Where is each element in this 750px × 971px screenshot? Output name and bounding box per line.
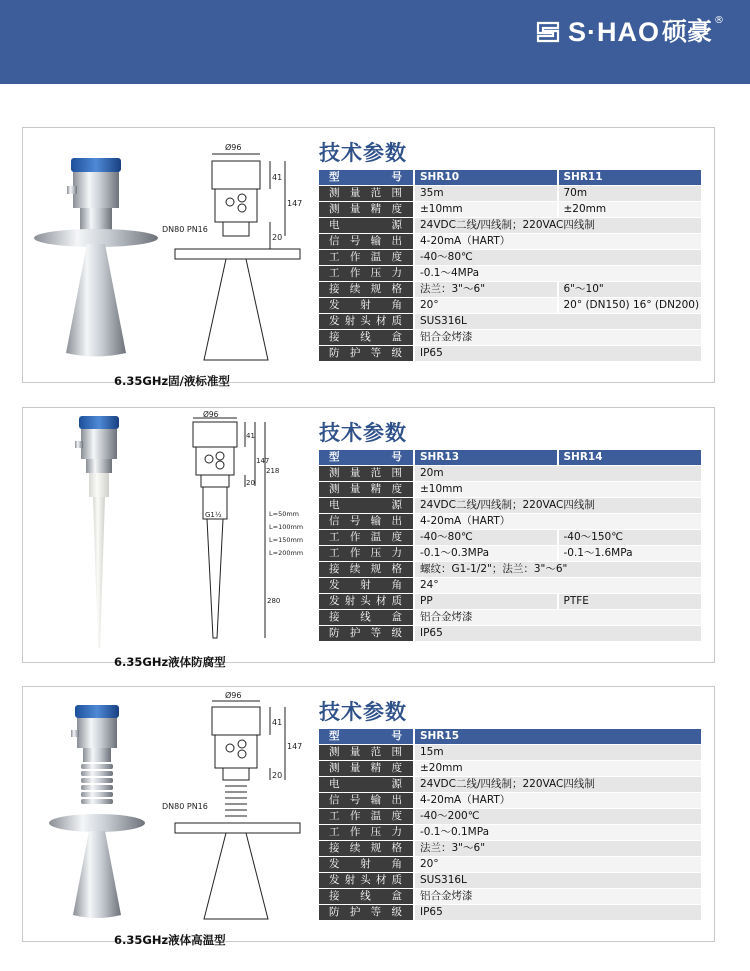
row-label: 测量精度 (319, 202, 414, 218)
row-label: 工作压力 (319, 266, 414, 282)
dim-h3: 20 (272, 771, 283, 780)
row-value: -40～200℃ (414, 809, 701, 825)
row-label: 发射角 (319, 857, 414, 873)
row-label: 发射角 (319, 298, 414, 314)
row-label: 工作温度 (319, 530, 414, 546)
length-option: L=100mm (269, 523, 304, 531)
product-caption: 6.35GHz固/液标准型 (114, 374, 230, 388)
registered-mark: ® (714, 14, 724, 26)
table-row (319, 330, 701, 346)
table-row (319, 841, 701, 857)
table-row (319, 530, 701, 546)
row-label: 接线盒 (319, 330, 414, 346)
row-value: ±20mm (414, 761, 701, 777)
row-value: 24VDC二线/四线制；220VAC四线制 (414, 777, 701, 793)
row-value: SUS316L (414, 873, 701, 889)
table-row (319, 202, 701, 218)
product-drawing (23, 687, 318, 941)
row-value: 24VDC二线/四线制；220VAC四线制 (414, 498, 701, 514)
spec-table (319, 729, 701, 921)
model-col-2: SHR11 (558, 170, 702, 186)
row-label: 接续规格 (319, 841, 414, 857)
row-value: 20° (414, 298, 558, 314)
row-label: 测量范围 (319, 745, 414, 761)
row-value: 铝合金烤漆 (414, 610, 701, 626)
table-row (319, 282, 701, 298)
row-value: 6"～10" (558, 282, 702, 298)
row-label: 发射角 (319, 578, 414, 594)
row-label: 接续规格 (319, 562, 414, 578)
dim-length: 280 (267, 597, 281, 605)
s-logo-icon (534, 17, 564, 47)
spec-title: 技术参数 (319, 700, 407, 724)
row-value: -0.1～1.6MPa (558, 546, 702, 562)
table-row (319, 905, 701, 921)
row-value: SUS316L (414, 314, 701, 330)
row-value: -40～80℃ (414, 530, 558, 546)
dim-h1: 41 (272, 718, 283, 727)
row-value: 20° (414, 857, 701, 873)
row-label: 测量范围 (319, 186, 414, 202)
flange-label: DN80 PN16 (162, 225, 208, 234)
spec-title: 技术参数 (319, 421, 407, 445)
product-panel-high-temp (22, 686, 715, 947)
table-row (319, 498, 701, 514)
row-value: PP (414, 594, 558, 610)
model-col-2: SHR14 (558, 450, 702, 466)
row-value: 24° (414, 578, 701, 594)
row-label: 防护等级 (319, 346, 414, 362)
product-caption: 6.35GHz液体高温型 (114, 933, 226, 947)
table-row (319, 298, 701, 314)
dim-diameter: Ø96 (225, 143, 242, 152)
row-value: 20° (DN150) 16° (DN200) (558, 298, 702, 314)
spec-title: 技术参数 (319, 141, 407, 165)
row-label: 测量精度 (319, 761, 414, 777)
dim-h4: 20 (246, 479, 255, 487)
length-option: L=150mm (269, 536, 304, 544)
row-label: 电源 (319, 777, 414, 793)
row-label: 信号输出 (319, 793, 414, 809)
flange-label: DN80 PN16 (162, 802, 208, 811)
row-value: ±20mm (558, 202, 702, 218)
row-label: 电源 (319, 218, 414, 234)
row-label: 接线盒 (319, 889, 414, 905)
table-row (319, 777, 701, 793)
dim-h3: 20 (272, 233, 283, 242)
table-row (319, 234, 701, 250)
dim-h1: 41 (272, 173, 283, 182)
dim-diameter: Ø96 (203, 410, 219, 419)
table-row (319, 466, 701, 482)
table-header-row (319, 450, 701, 466)
model-col-1: SHR10 (414, 170, 558, 186)
row-value: 4-20mA（HART） (414, 793, 701, 809)
model-label: 型号 (319, 450, 414, 466)
brand-logo (534, 14, 724, 50)
header-bar (0, 0, 750, 84)
row-value: ±10mm (414, 202, 558, 218)
table-row (319, 346, 701, 362)
table-row (319, 793, 701, 809)
table-row (319, 250, 701, 266)
row-label: 接线盒 (319, 610, 414, 626)
dim-h3: 218 (266, 467, 280, 475)
row-value: -40～150℃ (558, 530, 702, 546)
row-value: 铝合金烤漆 (414, 889, 701, 905)
row-value: 铝合金烤漆 (414, 330, 701, 346)
row-label: 测量范围 (319, 466, 414, 482)
row-label: 发射头材质 (319, 873, 414, 889)
row-label: 工作温度 (319, 250, 414, 266)
row-value: 20m (414, 466, 701, 482)
row-value: -0.1～4MPa (414, 266, 701, 282)
table-header-row (319, 170, 701, 186)
row-value: 4-20mA（HART） (414, 234, 701, 250)
product-caption: 6.35GHz液体防腐型 (114, 655, 226, 669)
row-label: 电源 (319, 498, 414, 514)
table-row (319, 889, 701, 905)
dim-h2: 147 (287, 742, 303, 751)
table-row (319, 809, 701, 825)
row-label: 发射头材质 (319, 314, 414, 330)
row-label: 防护等级 (319, 905, 414, 921)
table-row (319, 218, 701, 234)
row-label: 防护等级 (319, 626, 414, 642)
spec-table (319, 170, 701, 362)
dim-h1: 41 (246, 432, 255, 440)
brand-prefix: S·HAO (567, 17, 660, 47)
table-row (319, 546, 701, 562)
length-option: L=200mm (269, 549, 304, 557)
table-row (319, 266, 701, 282)
table-row (319, 578, 701, 594)
dim-h2: 147 (287, 199, 303, 208)
product-panel-anticorrosion (22, 407, 715, 669)
model-label: 型号 (319, 170, 414, 186)
row-label: 测量精度 (319, 482, 414, 498)
table-row (319, 873, 701, 889)
table-row (319, 610, 701, 626)
table-row (319, 745, 701, 761)
table-row (319, 594, 701, 610)
row-value: 法兰：3"～6" (414, 282, 558, 298)
row-value: -40～80℃ (414, 250, 701, 266)
row-label: 信号输出 (319, 234, 414, 250)
row-value: PTFE (558, 594, 702, 610)
table-header-row (319, 729, 701, 745)
dim-diameter: Ø96 (225, 691, 242, 700)
row-label: 工作压力 (319, 546, 414, 562)
model-label: 型号 (319, 729, 414, 745)
row-value: IP65 (414, 905, 701, 921)
row-value: ±10mm (414, 482, 701, 498)
table-row (319, 482, 701, 498)
row-label: 发射头材质 (319, 594, 414, 610)
row-value: IP65 (414, 346, 701, 362)
table-row (319, 314, 701, 330)
table-row (319, 562, 701, 578)
row-label: 接续规格 (319, 282, 414, 298)
row-value: 法兰：3"～6" (414, 841, 701, 857)
row-value: 24VDC二线/四线制；220VAC四线制 (414, 218, 701, 234)
row-label: 工作温度 (319, 809, 414, 825)
row-value: -0.1～0.3MPa (414, 546, 558, 562)
spec-table (319, 450, 701, 642)
row-value: 4-20mA（HART） (414, 514, 701, 530)
row-value: -0.1～0.1MPa (414, 825, 701, 841)
product-drawing (23, 408, 318, 662)
brand-name: 硕豪 (661, 17, 712, 46)
dim-h2: 147 (256, 457, 270, 465)
thread-label: G1½ (205, 511, 222, 519)
product-drawing (23, 128, 318, 382)
table-row (319, 825, 701, 841)
model-col-1: SHR13 (414, 450, 558, 466)
row-label: 信号输出 (319, 514, 414, 530)
table-row (319, 186, 701, 202)
row-label: 工作压力 (319, 825, 414, 841)
table-row (319, 761, 701, 777)
row-value: IP65 (414, 626, 701, 642)
model-col-1: SHR15 (414, 729, 701, 745)
table-row (319, 857, 701, 873)
table-row (319, 626, 701, 642)
row-value: 15m (414, 745, 701, 761)
length-option: L=50mm (269, 510, 300, 518)
row-value: 70m (558, 186, 702, 202)
row-value: 35m (414, 186, 558, 202)
table-row (319, 514, 701, 530)
row-value: 螺纹：G1-1/2"；法兰：3"～6" (414, 562, 701, 578)
product-panel-standard (22, 127, 715, 388)
